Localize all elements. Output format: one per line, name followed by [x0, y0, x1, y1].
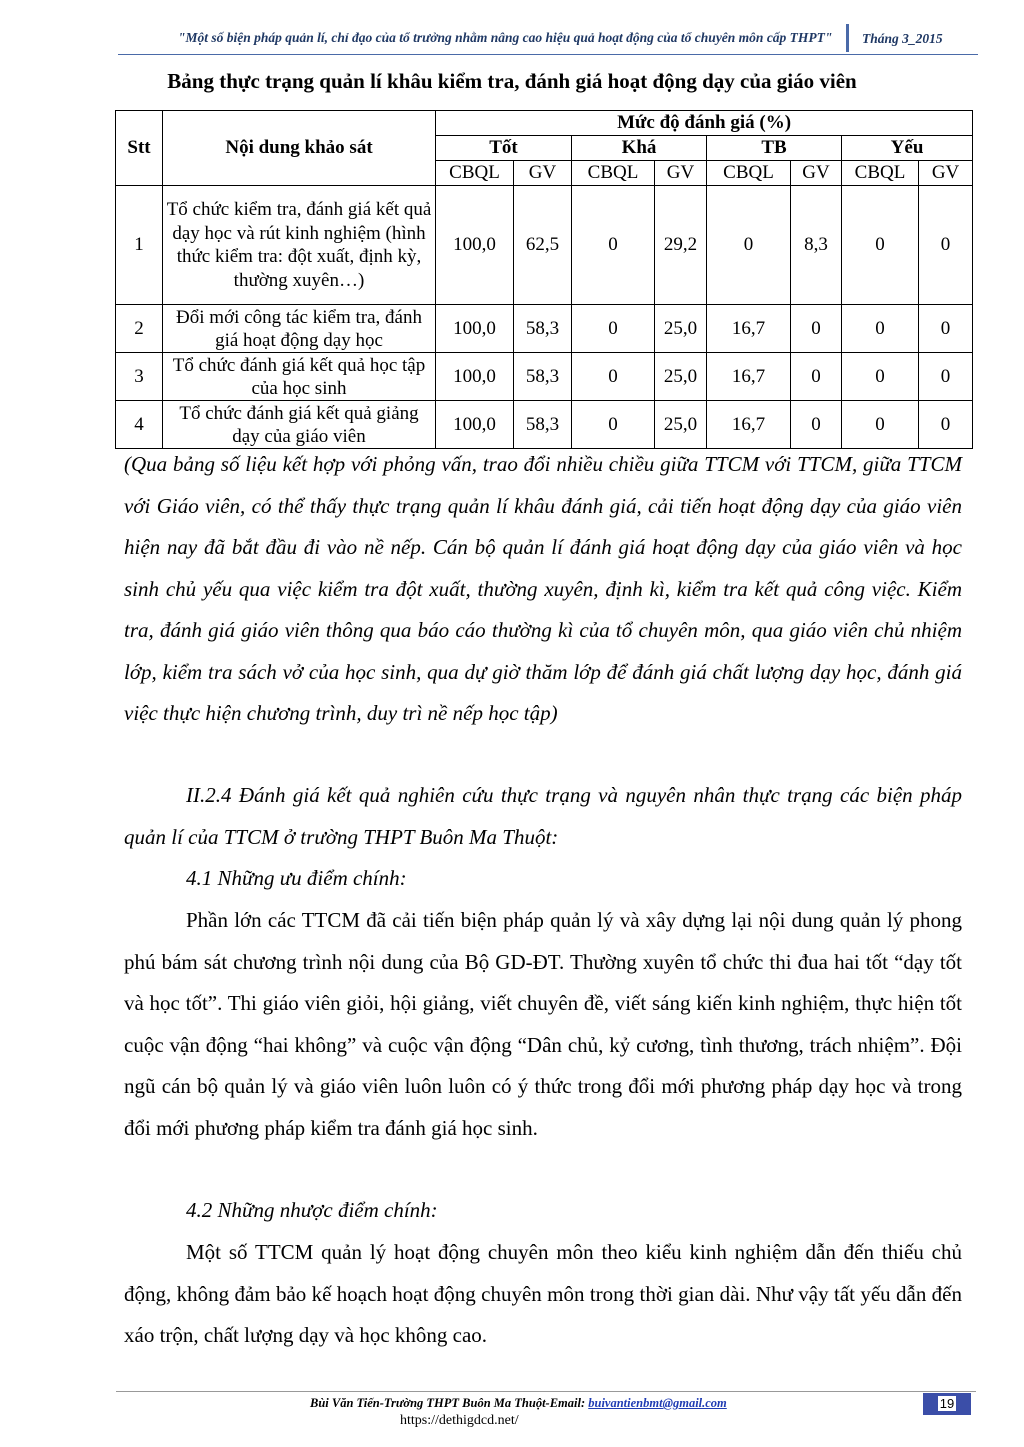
table-row — [116, 186, 973, 305]
cell-value: 0 — [791, 401, 842, 449]
header-level-average: TB — [707, 136, 842, 161]
cell-value: 58,3 — [514, 353, 572, 401]
cell-value: 16,7 — [707, 305, 791, 353]
row-content: Tổ chức kiểm tra, đánh giá kết quả dạy học và rút kinh nghiệm (hình thức kiểm tra: đột xuất, định kỳ, thường xuyên…) — [163, 186, 436, 305]
cell-value: 0 — [791, 353, 842, 401]
strengths-heading: 4.1 Những ưu điểm chính: — [186, 866, 407, 890]
cell-value: 0 — [919, 305, 973, 353]
footer-rule — [116, 1391, 976, 1392]
sub-gv: GV — [919, 161, 973, 186]
cell-value: 0 — [842, 186, 919, 305]
survey-table — [115, 110, 973, 449]
cell-value: 0 — [707, 186, 791, 305]
sub-cbql: CBQL — [436, 161, 514, 186]
header-content: Nội dung khảo sát — [163, 111, 436, 186]
row-stt: 1 — [116, 186, 163, 305]
section-heading: II.2.4 Đánh giá kết quả nghiên cứu thực trạng và nguyên nhân thực trạng các biện pháp quản lí của TTCM ở trường THPT Buôn Ma Thuột: — [124, 783, 962, 849]
cell-value: 0 — [919, 401, 973, 449]
sub-gv: GV — [791, 161, 842, 186]
row-content: Đổi mới công tác kiểm tra, đánh giá hoạt động dạy học — [163, 305, 436, 353]
cell-value: 100,0 — [436, 353, 514, 401]
table-title: Bảng thực trạng quản lí khâu kiểm tra, đánh giá hoạt động dạy của giáo viên — [167, 69, 857, 93]
cell-value: 0 — [842, 353, 919, 401]
table-commentary: (Qua bảng số liệu kết hợp với phỏng vấn, trao đổi nhiều chiều giữa TTCM với TTCM, giữa TTCM với Giáo viên, có thể thấy thực trạng quản lí khâu đánh giá, cải tiến hoạt động dạy của giáo viên hiện nay đã bắt đầu đi vào nề nếp. Cán bộ quản lí đánh giá hoạt động dạy của giáo viên và học sinh chủ yếu qua việc kiểm tra đột xuất, thường xuyên, định kì, kiểm tra kết quả công việc. Kiểm tra, đánh giá giáo viên thông qua báo cáo thường kì của tổ chuyên môn, qua giáo viên chủ nhiệm lớp, kiểm tra sách vở của học sinh, qua dự giờ thăm lớp để đánh giá chất lượng dạy học, đánh giá việc thực hiện chương trình, duy trì nề nếp học tập) — [124, 452, 962, 725]
row-stt: 3 — [116, 353, 163, 401]
cell-value: 8,3 — [791, 186, 842, 305]
cell-value: 0 — [842, 401, 919, 449]
sub-cbql: CBQL — [707, 161, 791, 186]
cell-value: 16,7 — [707, 401, 791, 449]
cell-value: 0 — [919, 353, 973, 401]
cell-value: 100,0 — [436, 305, 514, 353]
cell-value: 29,2 — [655, 186, 707, 305]
row-stt: 2 — [116, 305, 163, 353]
page-number-badge — [923, 1393, 971, 1415]
header-date: Tháng 3_2015 — [862, 31, 943, 46]
header-rule — [118, 54, 978, 55]
header-level-fair: Khá — [572, 136, 707, 161]
weaknesses-paragraph: Một số TTCM quản lý hoạt động chuyên môn theo kiểu kinh nghiệm dẫn đến thiếu chủ động, không đảm bảo kế hoạch hoạt động chuyên môn trong thời gian dài. Như vậy tất yếu dẫn đến xáo trộn, chất lượng dạy và học không cao. — [124, 1240, 962, 1347]
cell-value: 0 — [572, 186, 655, 305]
cell-value: 58,3 — [514, 305, 572, 353]
header-title: "Một số biện pháp quản lí, chỉ đạo của tổ trưởng nhằm nâng cao hiệu quả hoạt động của tổ chuyên môn cấp THPT" — [178, 30, 833, 45]
cell-value: 0 — [842, 305, 919, 353]
row-content: Tổ chức đánh giá kết quả học tập của học sinh — [163, 353, 436, 401]
cell-value: 16,7 — [707, 353, 791, 401]
footer-author-text: Bùi Văn Tiến-Trường THPT Buôn Ma Thuột-Email: — [310, 1396, 589, 1410]
header-stt: Stt — [116, 111, 163, 186]
cell-value: 0 — [572, 401, 655, 449]
cell-value: 25,0 — [655, 305, 707, 353]
footer-author — [310, 1396, 727, 1411]
cell-value: 100,0 — [436, 186, 514, 305]
table-row — [116, 401, 973, 449]
header-level-weak: Yếu — [842, 136, 973, 161]
page-header — [118, 24, 978, 54]
cell-value: 0 — [791, 305, 842, 353]
cell-value: 100,0 — [436, 401, 514, 449]
cell-value: 25,0 — [655, 401, 707, 449]
strengths-paragraph: Phần lớn các TTCM đã cải tiến biện pháp quản lý và xây dựng lại nội dung quản lý phong phú bám sát chương trình nội dung của Bộ GD-ĐT. Thường xuyên tổ chức thi đua hai tốt “dạy tốt và học tốt”. Thi giáo viên giỏi, hội giảng, viết chuyên đề, viết sáng kiến kinh nghiệm, thực hiện tốt cuộc vận động “hai không” và cuộc vận động “Dân chủ, kỷ cương, tình thương, trách nhiệm”. Đội ngũ cán bộ quản lý và giáo viên luôn luôn có ý thức trong đổi mới phương pháp dạy học và trong đổi mới phương pháp kiểm tra đánh giá học sinh. — [124, 908, 962, 1140]
header-level-good: Tốt — [436, 136, 572, 161]
header-separator — [846, 24, 849, 52]
cell-value: 62,5 — [514, 186, 572, 305]
table-row — [116, 353, 973, 401]
cell-value: 0 — [919, 186, 973, 305]
sub-cbql: CBQL — [842, 161, 919, 186]
table-row — [116, 305, 973, 353]
header-rating-group: Mức độ đánh giá (%) — [436, 111, 973, 136]
row-stt: 4 — [116, 401, 163, 449]
footer-url[interactable]: https://dethigdcd.net/ — [400, 1413, 519, 1428]
sub-cbql: CBQL — [572, 161, 655, 186]
cell-value: 25,0 — [655, 353, 707, 401]
weaknesses-heading: 4.2 Những nhược điểm chính: — [186, 1198, 438, 1222]
cell-value: 0 — [572, 305, 655, 353]
page-number: 19 — [939, 1396, 955, 1411]
cell-value: 58,3 — [514, 401, 572, 449]
footer-email-link[interactable]: buivantienbmt@gmail.com — [588, 1396, 727, 1410]
cell-value: 0 — [572, 353, 655, 401]
row-content: Tổ chức đánh giá kết quả giảng dạy của giáo viên — [163, 401, 436, 449]
sub-gv: GV — [514, 161, 572, 186]
sub-gv: GV — [655, 161, 707, 186]
